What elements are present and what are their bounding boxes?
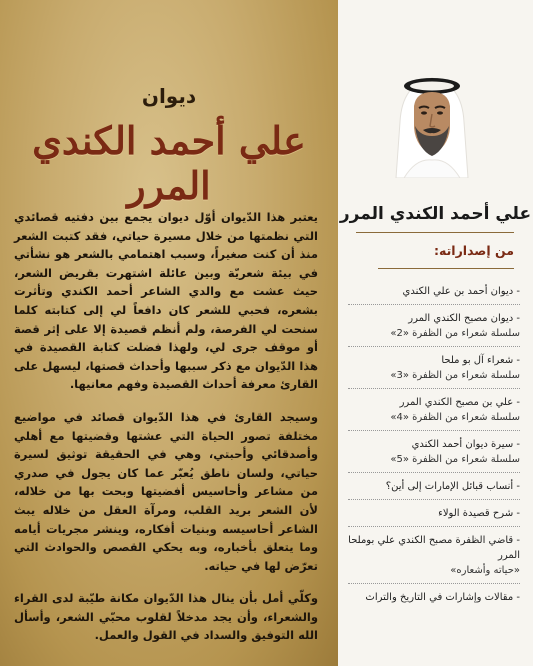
publication-subtitle: سلسلة شعراء من الظفرة «5» bbox=[390, 454, 520, 465]
divider bbox=[356, 232, 514, 233]
publication-item bbox=[348, 479, 520, 500]
publication-title: - علي بن مصبح الكندي المرر bbox=[399, 397, 520, 408]
publications-heading: من إصداراته: bbox=[434, 243, 514, 258]
publication-title: - ديوان مصبح الكندي المرر bbox=[408, 313, 520, 324]
publication-title: - شرح قصيدة الولاء bbox=[438, 508, 520, 519]
publication-subtitle: سلسلة شعراء من الظفرة «2» bbox=[390, 328, 520, 339]
publication-title: - مقالات وإشارات في التاريخ والتراث bbox=[365, 592, 520, 603]
divider bbox=[378, 268, 514, 269]
publication-item bbox=[348, 353, 520, 389]
publication-item bbox=[348, 533, 520, 584]
publication-subtitle: «حياته وأشعاره» bbox=[450, 565, 520, 576]
publication-title: - شعراء آل بو ملحا bbox=[441, 355, 520, 366]
publication-item bbox=[348, 506, 520, 527]
publication-item bbox=[348, 395, 520, 431]
poet-title: علي أحمد الكندي المرر bbox=[32, 118, 306, 208]
publication-item bbox=[348, 590, 520, 610]
blurb bbox=[14, 208, 318, 659]
publication-title: - قاضي الظفرة مصبح الكندي علي بوملحا المرر bbox=[348, 535, 520, 561]
publications-list bbox=[348, 284, 520, 616]
diwan-label: ديوان bbox=[141, 84, 197, 108]
blurb-paragraph: يعتبر هذا الدّيوان أوّل ديوان يجمع بين دفتيه قصائدي التي نظمتها من خلال مسيرة حياتي، فقد كتبت الشعر منذ أن كنت صغيراً، وسبب اهتمامي بالشعر هو نشأتي في بيئة شعريّة وبين عائلة اشتهرت بقريض الشعر، حيث عشت مع والدي الشاعر أحمد الكندي وتأثرت بشعره، فحبي للشعر كان دافعاً لي إلى كتابته كلما سنحت لي الفرصة، ولم أنظم قصيدة إلا على إثر قصة أو موقف جرى لي، ولهذا فضلت كتابة القصيدة في هذا الدّيوان مع ذكر سببها وأحداث قصتها، ليسهل على القارئ معرفة أحداث القصيدة وفهم معانيها. bbox=[14, 210, 318, 392]
blurb-paragraph: وسيجد القارئ في هذا الدّيوان قصائد في مواضيع مختلفة تصور الحياة التي عشتها وقضيتها مع أهلي وأصدقائي وأحبتي، وهي في الحقيقة توثيق لسيرة حياتي، ولسان ناطق يُعبّر عما كان يجول في صدري من مشاعر وأحاسيس أفضيتها وبحت بها من خلاله، لأن الشعر بريد القلب، ومرآة العقل من خلاله يبث الشاعر أحاسيسه وبنيات أفكاره، وينشر مجريات أيامه وما يتعلق بأخباره، وبه يحكي القصص والحوادث التي تعرّض لها في حياته. bbox=[14, 409, 318, 573]
publication-item bbox=[348, 311, 520, 347]
author-name: علي أحمد الكندي المرر bbox=[339, 204, 532, 224]
publication-title: - أنساب قبائل الإمارات إلى أين؟ bbox=[385, 481, 520, 492]
publication-title: - سيرة ديوان أحمد الكندي bbox=[411, 439, 520, 450]
author-panel bbox=[338, 0, 533, 666]
publication-subtitle: سلسلة شعراء من الظفرة «4» bbox=[390, 412, 520, 423]
publication-subtitle: سلسلة شعراء من الظفرة «3» bbox=[390, 370, 520, 381]
publication-item bbox=[348, 284, 520, 305]
author-photo bbox=[386, 62, 478, 178]
publication-title: - ديوان أحمد بن علي الكندي bbox=[402, 286, 520, 297]
blurb-paragraph: وكلّي أمل بأن ينال هذا الدّيوان مكانة طيّبة لدى القراء والشعراء، وأن يجد مدخلاً لقلوب محبّي الشعر، وأسأل الله التوفيق والسداد في القول والعمل. bbox=[14, 591, 318, 643]
publication-item bbox=[348, 437, 520, 473]
